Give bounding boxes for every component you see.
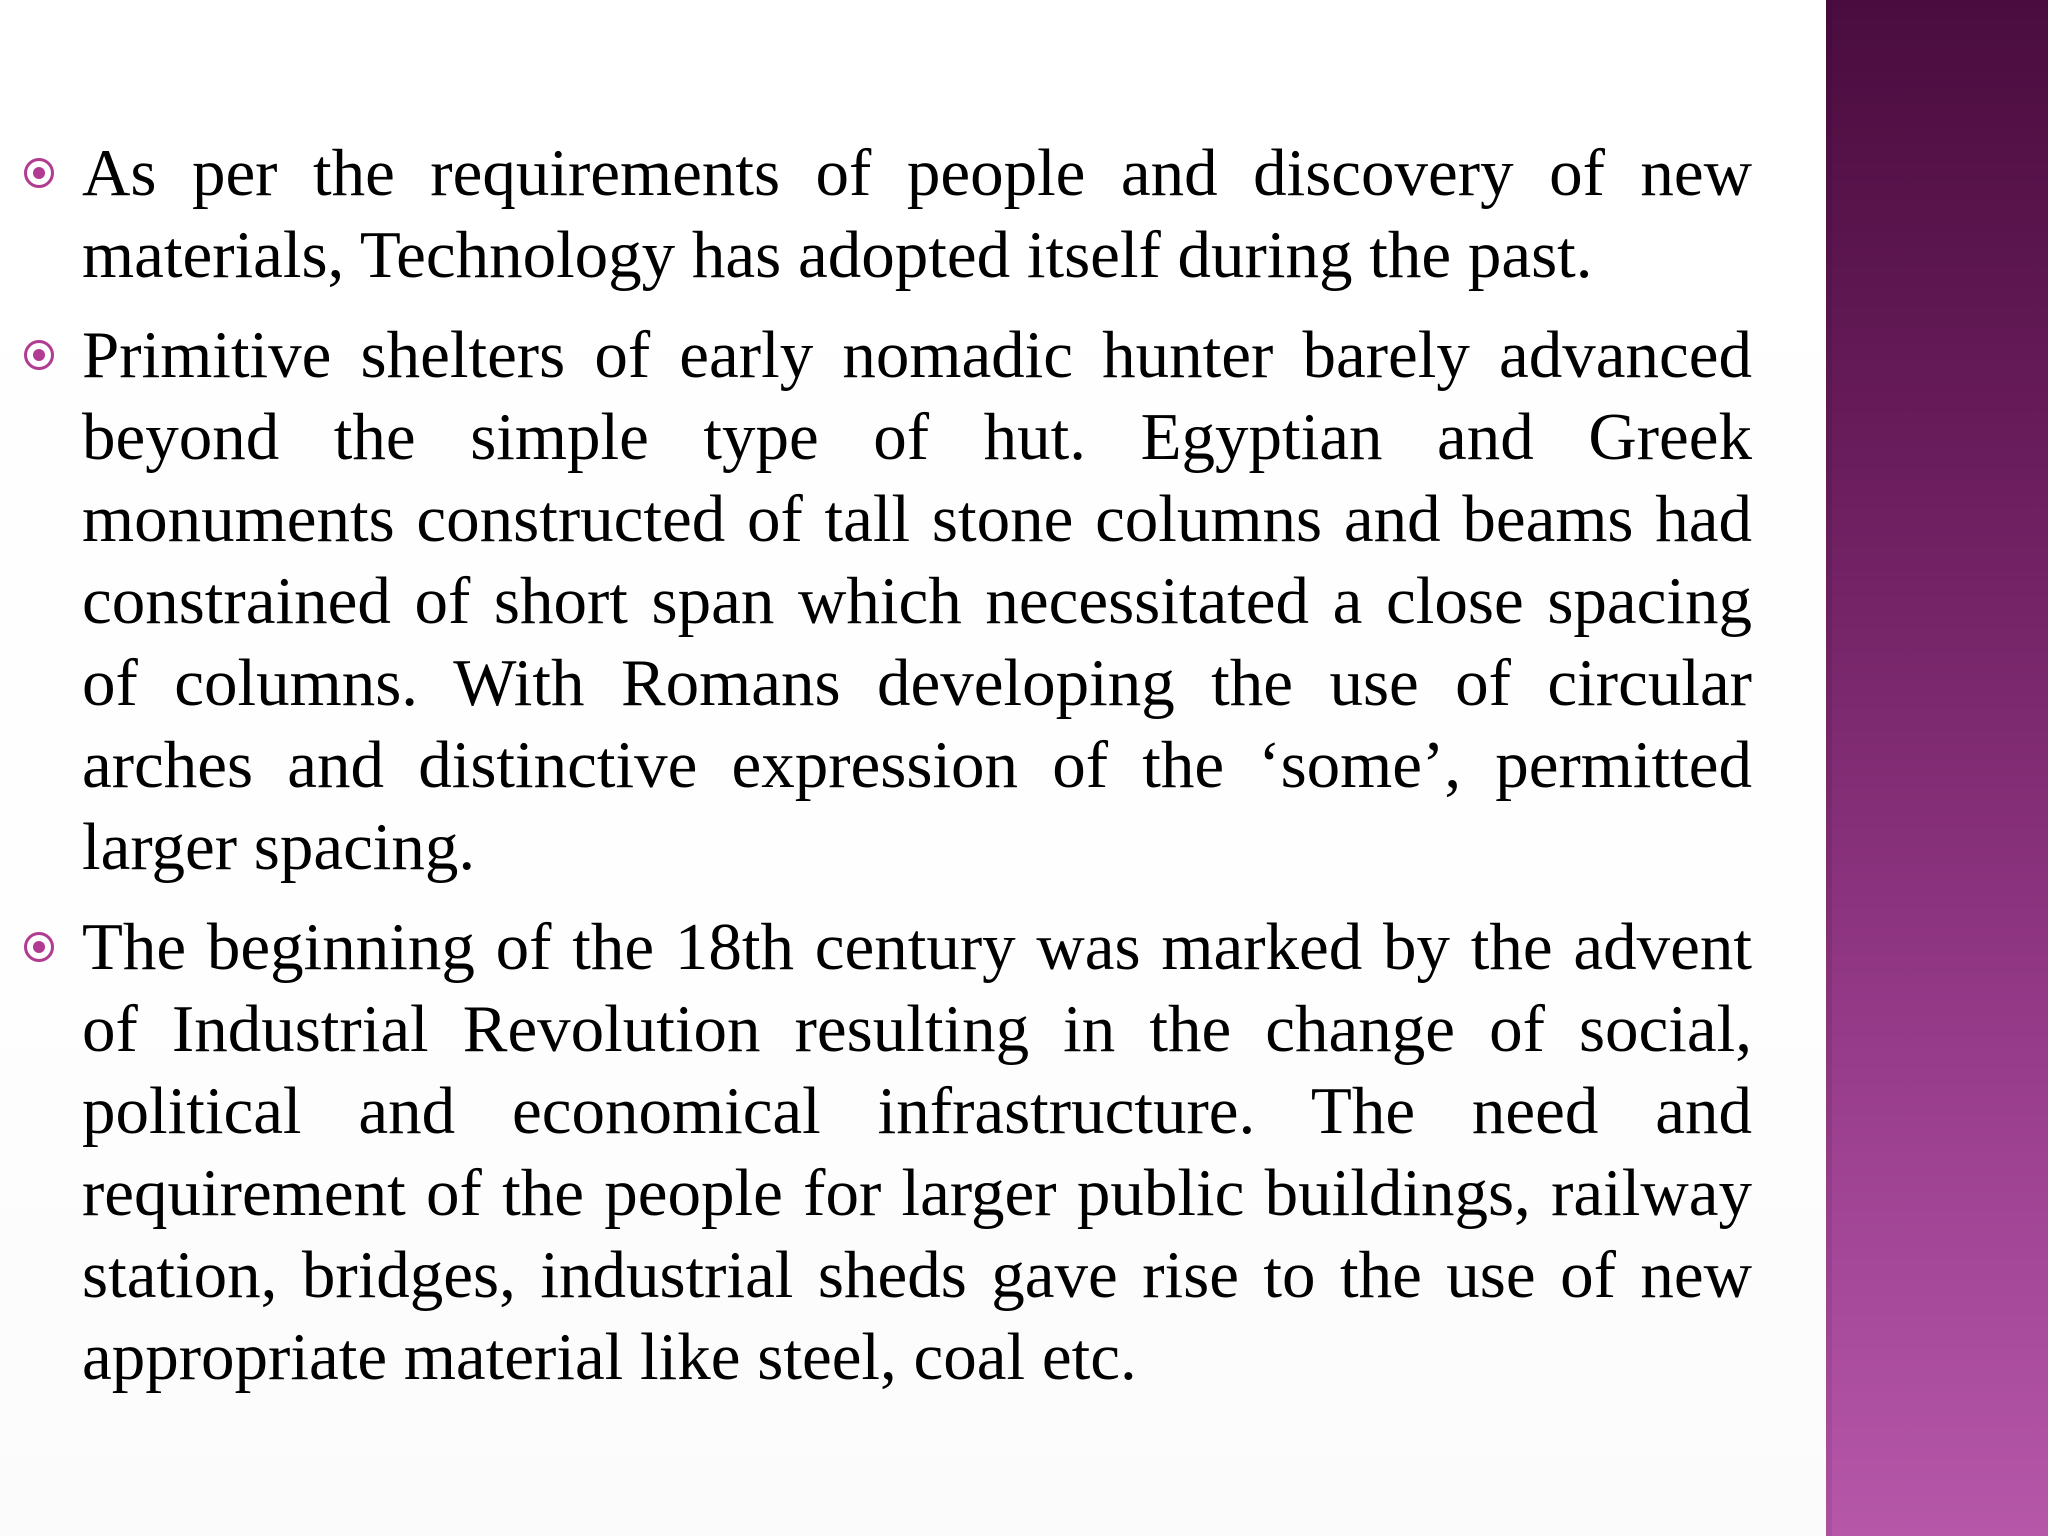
- bullet-text: Primitive shelters of early nomadic hunter barely advanced beyond the simple type of hut. Egyptian and Greek monuments constructed of tall stone columns and beams had constrained of short span which necessitated a close spacing of columns. With Romans developing the use of circular arches and distinctive expression of the ‘some’, permitted larger spacing.: [82, 318, 1752, 884]
- side-band-edge: [1826, 0, 1832, 1536]
- bullet-text: As per the requirements of people and discovery of new materials, Technology has adopted itself during the past.: [82, 136, 1752, 292]
- decorative-side-band: [1826, 0, 2048, 1536]
- bullet-item: [24, 906, 1752, 1398]
- bullet-item: [24, 132, 1752, 296]
- bullet-list: [24, 132, 1752, 1416]
- bullet-item: [24, 314, 1752, 888]
- circled-dot-bullet-icon: [24, 340, 54, 370]
- circled-dot-bullet-icon: [24, 158, 54, 188]
- bullet-text: The beginning of the 18th century was marked by the advent of Industrial Revolution resulting in the change of social, political and economical infrastructure. The need and requirement of the people for larger public buildings, railway station, bridges, industrial sheds gave rise to the use of new appropriate material like steel, coal etc.: [82, 910, 1752, 1394]
- circled-dot-bullet-icon: [24, 932, 54, 962]
